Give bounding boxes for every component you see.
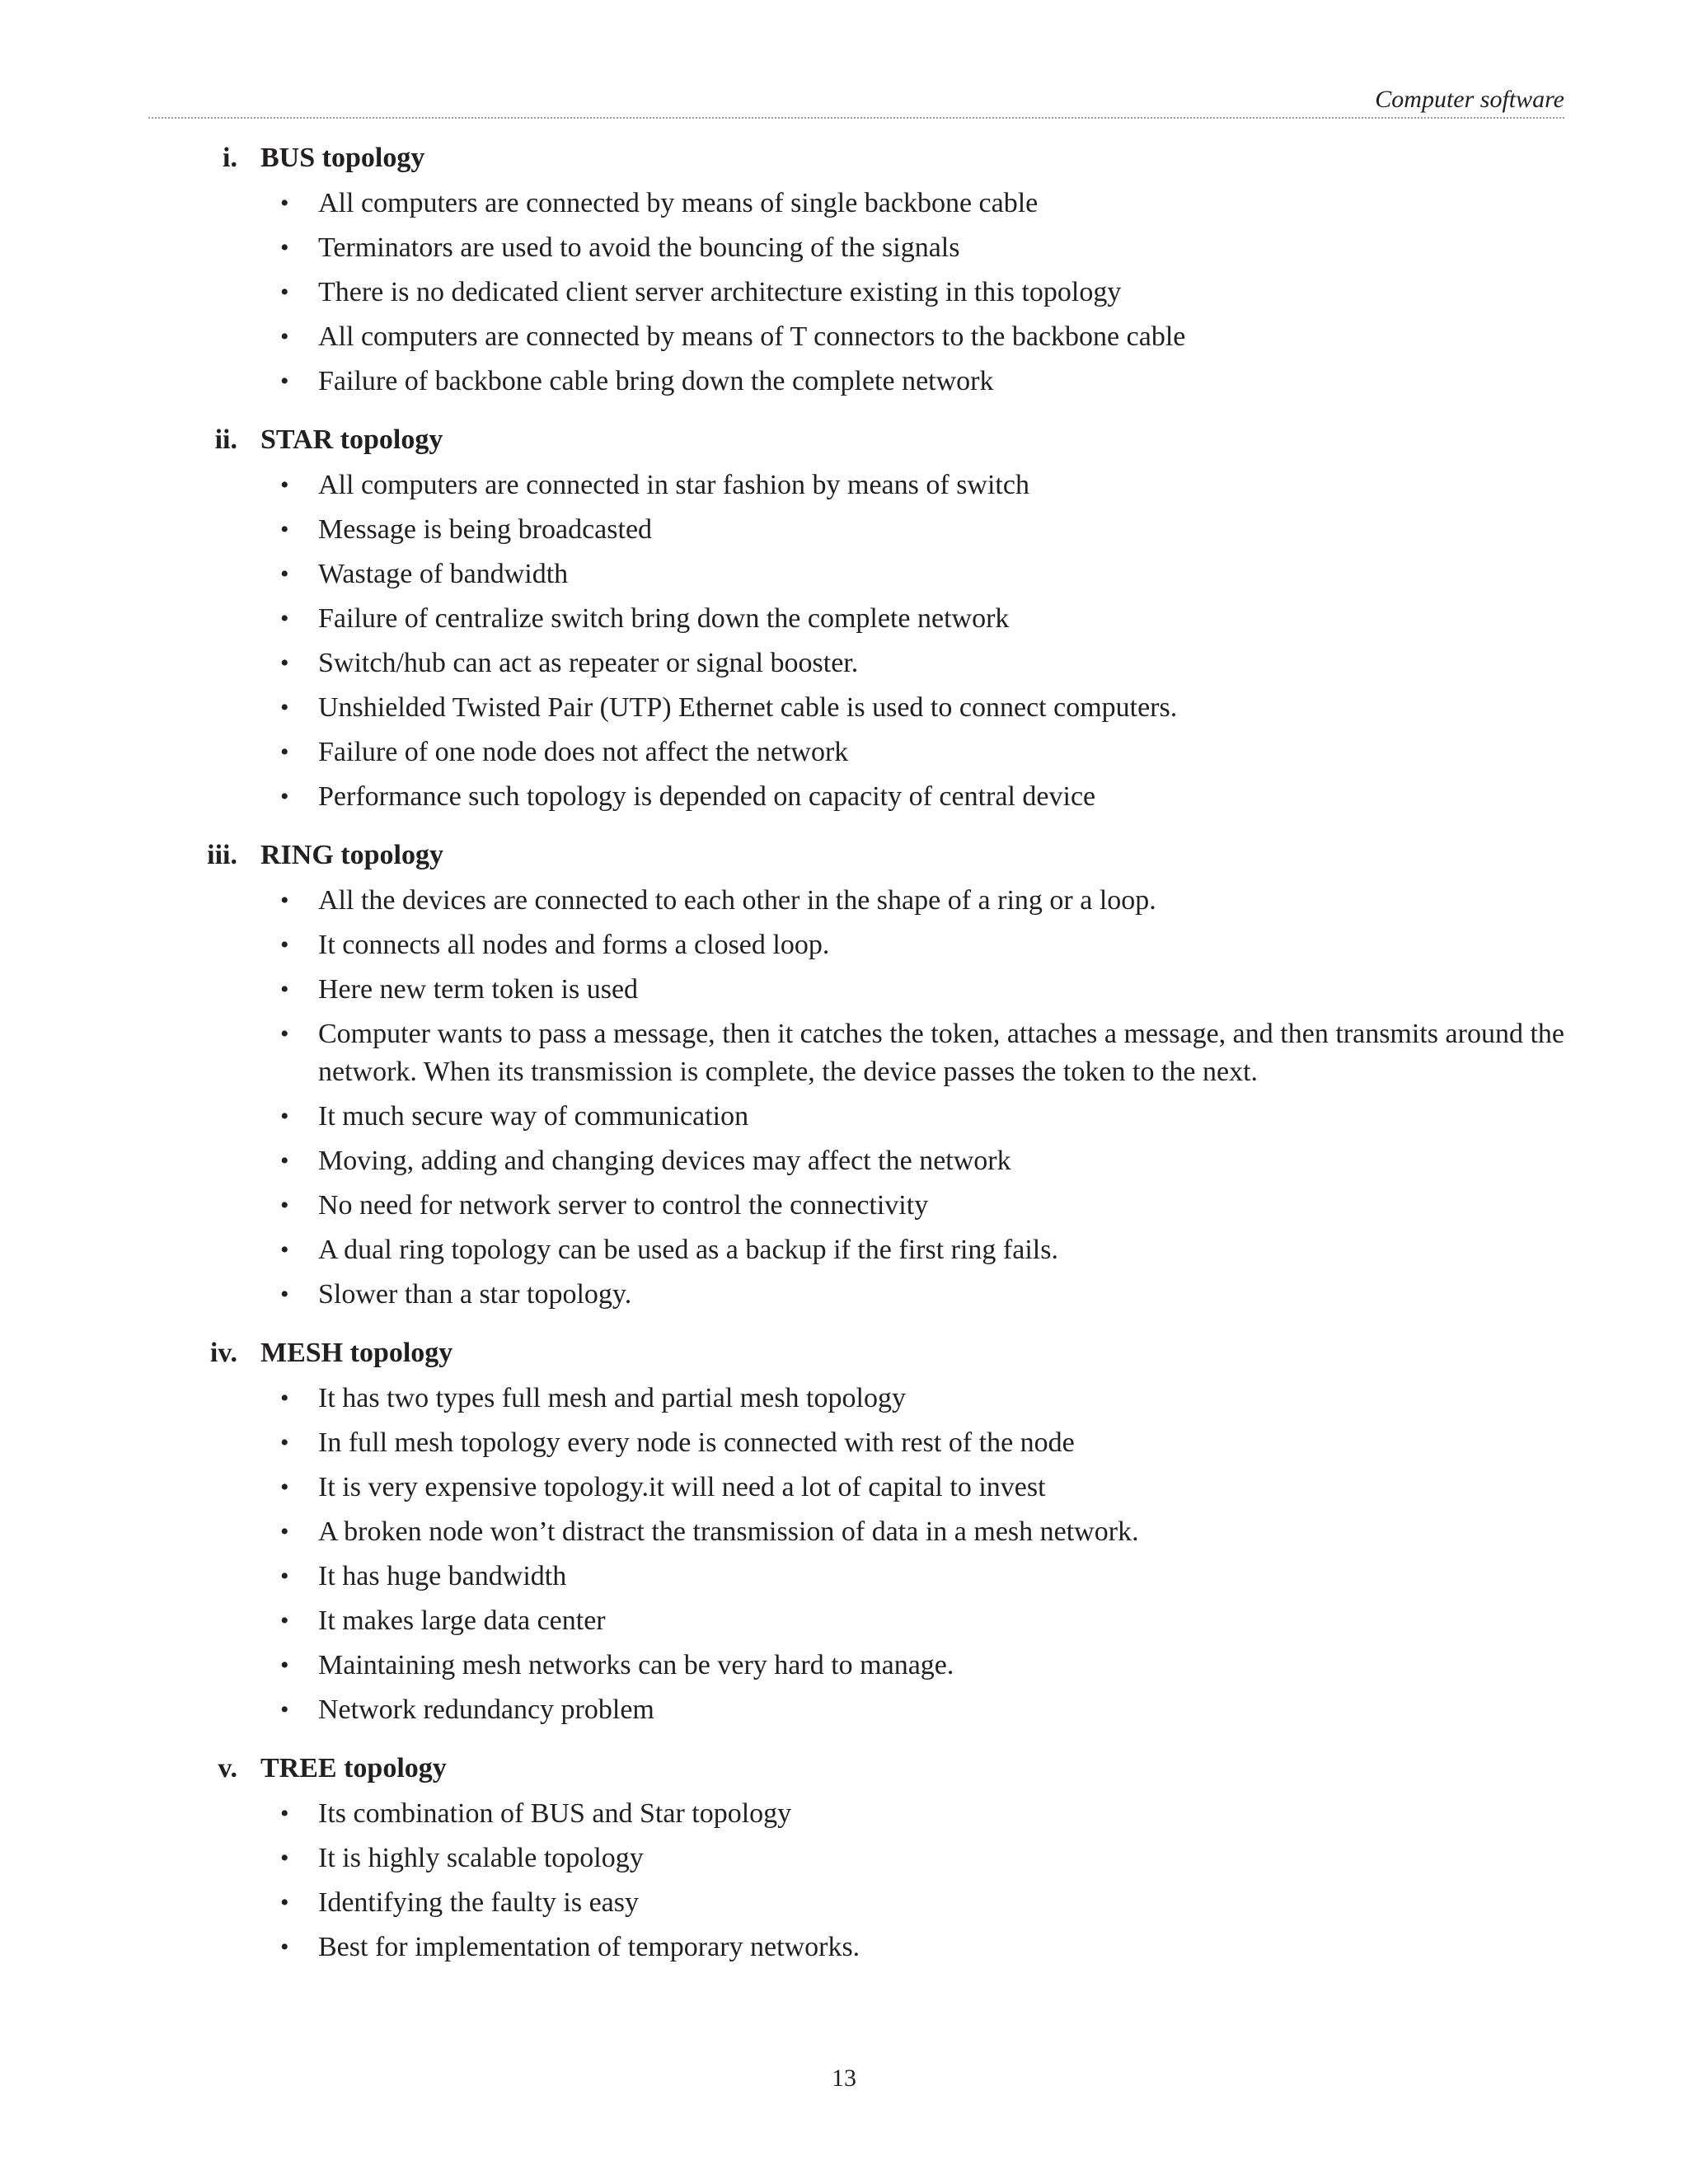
list-item bbox=[280, 1231, 1564, 1269]
list-item bbox=[280, 1884, 1564, 1922]
bullet-icon: • bbox=[280, 1281, 289, 1308]
list-item bbox=[280, 185, 1564, 223]
bullet-icon: • bbox=[280, 1518, 289, 1545]
list-item-text: Here new term token is used bbox=[318, 974, 639, 1005]
list-item-text: All computers are connected in star fashion by means of switch bbox=[318, 470, 1029, 500]
list-item-text: Its combination of BUS and Star topology bbox=[318, 1798, 792, 1829]
list-item bbox=[280, 318, 1564, 356]
list-item-text: All computers are connected by means of single backbone cable bbox=[318, 188, 1039, 218]
bullet-icon: • bbox=[280, 1474, 289, 1501]
list-item-text: Unshielded Twisted Pair (UTP) Ethernet cable is used to connect computers. bbox=[318, 692, 1178, 723]
list-item-text: Message is being broadcasted bbox=[318, 514, 653, 545]
list-item-text: It much secure way of communication bbox=[318, 1101, 749, 1132]
bullet-list bbox=[0, 882, 1688, 1314]
section-mesh-topology bbox=[0, 1335, 1688, 1729]
bullet-icon: • bbox=[280, 1800, 289, 1827]
list-item bbox=[280, 1691, 1564, 1729]
section-numeral: iv. bbox=[209, 1338, 237, 1368]
list-item bbox=[280, 1380, 1564, 1418]
list-item bbox=[280, 1098, 1564, 1136]
list-item bbox=[280, 971, 1564, 1009]
bullet-icon: • bbox=[280, 1844, 289, 1872]
list-item-text: In full mesh topology every node is connected with rest of the node bbox=[318, 1427, 1075, 1458]
list-item-text: All the devices are connected to each other in the shape of a ring or a loop. bbox=[318, 885, 1156, 916]
bullet-icon: • bbox=[280, 1652, 289, 1679]
list-item-text: Identifying the faulty is easy bbox=[318, 1887, 640, 1918]
list-item-text: It has two types full mesh and partial mesh topology bbox=[318, 1383, 906, 1413]
bullet-icon: • bbox=[280, 368, 289, 395]
page-number: 13 bbox=[832, 2064, 856, 2092]
list-item bbox=[280, 926, 1564, 964]
list-item-text: Failure of one node does not affect the network bbox=[318, 737, 849, 767]
list-item bbox=[280, 274, 1564, 312]
section-heading bbox=[0, 422, 1688, 458]
section-numeral: iii. bbox=[207, 840, 237, 870]
list-item-text: Moving, adding and changing devices may affect the network bbox=[318, 1146, 1011, 1176]
bullet-list bbox=[0, 466, 1688, 816]
bullet-list bbox=[0, 1380, 1688, 1729]
section-heading bbox=[0, 1750, 1688, 1787]
bullet-icon: • bbox=[280, 1696, 289, 1723]
list-item bbox=[280, 1015, 1564, 1091]
list-item-text: Switch/hub can act as repeater or signal booster. bbox=[318, 648, 859, 678]
bullet-icon: • bbox=[280, 516, 289, 543]
list-item bbox=[280, 466, 1564, 504]
bullet-icon: • bbox=[280, 887, 289, 914]
bullet-icon: • bbox=[280, 234, 289, 261]
bullet-icon: • bbox=[280, 1192, 289, 1219]
list-item bbox=[280, 511, 1564, 549]
list-item-text: Failure of backbone cable bring down the complete network bbox=[318, 366, 994, 396]
list-item bbox=[280, 1513, 1564, 1551]
section-title: MESH topology bbox=[260, 1338, 453, 1368]
bullet-icon: • bbox=[280, 1607, 289, 1634]
list-item bbox=[280, 1929, 1564, 1966]
list-item bbox=[280, 1469, 1564, 1507]
list-item bbox=[280, 1187, 1564, 1225]
list-item bbox=[280, 229, 1564, 267]
section-heading bbox=[0, 140, 1688, 176]
list-item bbox=[280, 363, 1564, 401]
list-item bbox=[280, 1602, 1564, 1640]
list-item bbox=[280, 882, 1564, 920]
bullet-icon: • bbox=[280, 1385, 289, 1412]
bullet-icon: • bbox=[280, 279, 289, 306]
section-title: TREE topology bbox=[260, 1753, 447, 1783]
bullet-icon: • bbox=[280, 1020, 289, 1047]
section-numeral: i. bbox=[223, 143, 237, 173]
list-item-text: It connects all nodes and forms a closed loop. bbox=[318, 930, 830, 960]
list-item bbox=[280, 1840, 1564, 1877]
section-tree-topology bbox=[0, 1750, 1688, 1966]
section-title: RING topology bbox=[260, 840, 443, 870]
bullet-icon: • bbox=[280, 1236, 289, 1263]
bullet-icon: • bbox=[280, 323, 289, 350]
section-star-topology bbox=[0, 422, 1688, 816]
bullet-icon: • bbox=[280, 694, 289, 721]
section-ring-topology bbox=[0, 837, 1688, 1314]
list-item bbox=[280, 555, 1564, 593]
section-title: BUS topology bbox=[260, 143, 425, 173]
bullet-icon: • bbox=[280, 1889, 289, 1916]
list-item-text: It makes large data center bbox=[318, 1605, 606, 1636]
bullet-icon: • bbox=[280, 560, 289, 588]
bullet-icon: • bbox=[280, 1563, 289, 1590]
bullet-icon: • bbox=[280, 190, 289, 217]
list-item bbox=[280, 600, 1564, 638]
list-item bbox=[280, 733, 1564, 771]
section-numeral: ii. bbox=[214, 424, 237, 455]
bullet-icon: • bbox=[280, 738, 289, 766]
list-item-text: It is very expensive topology.it will need a lot of capital to invest bbox=[318, 1472, 1046, 1502]
document-body bbox=[0, 140, 1688, 1988]
list-item-text: A dual ring topology can be used as a backup if the first ring fails. bbox=[318, 1235, 1058, 1265]
bullet-icon: • bbox=[280, 471, 289, 499]
list-item bbox=[280, 1276, 1564, 1314]
list-item-text: Wastage of bandwidth bbox=[318, 559, 569, 589]
list-item bbox=[280, 1795, 1564, 1833]
bullet-list bbox=[0, 185, 1688, 401]
bullet-icon: • bbox=[280, 1429, 289, 1456]
list-item-text: It is highly scalable topology bbox=[318, 1843, 644, 1873]
list-item-text: Terminators are used to avoid the bouncing of the signals bbox=[318, 232, 960, 263]
running-header: Computer software bbox=[148, 82, 1564, 119]
list-item bbox=[280, 689, 1564, 727]
bullet-list bbox=[0, 1795, 1688, 1966]
list-item bbox=[280, 778, 1564, 816]
list-item-text: A broken node won’t distract the transmission of data in a mesh network. bbox=[318, 1516, 1139, 1547]
list-item-text: Network redundancy problem bbox=[318, 1694, 654, 1725]
list-item-text: Computer wants to pass a message, then it catches the token, attaches a message, and then transmits around the network. When its transmission is complete, the device passes the token to the next. bbox=[318, 1019, 1564, 1087]
section-heading bbox=[0, 837, 1688, 874]
section-bus-topology bbox=[0, 140, 1688, 401]
section-numeral: v. bbox=[218, 1753, 237, 1783]
list-item-text: Failure of centralize switch bring down the complete network bbox=[318, 603, 1010, 634]
bullet-icon: • bbox=[280, 1147, 289, 1174]
list-item-text: Best for implementation of temporary networks. bbox=[318, 1932, 860, 1962]
list-item-text: All computers are connected by means of T connectors to the backbone cable bbox=[318, 321, 1186, 352]
bullet-icon: • bbox=[280, 1103, 289, 1130]
bullet-icon: • bbox=[280, 1933, 289, 1961]
bullet-icon: • bbox=[280, 783, 289, 810]
list-item-text: It has huge bandwidth bbox=[318, 1561, 567, 1591]
bullet-icon: • bbox=[280, 605, 289, 632]
list-item-text: Maintaining mesh networks can be very hard to manage. bbox=[318, 1650, 954, 1680]
list-item bbox=[280, 1647, 1564, 1685]
list-item bbox=[280, 644, 1564, 682]
section-heading bbox=[0, 1335, 1688, 1371]
list-item bbox=[280, 1558, 1564, 1596]
list-item bbox=[280, 1424, 1564, 1462]
section-title: STAR topology bbox=[260, 424, 443, 455]
list-item-text: There is no dedicated client server architecture existing in this topology bbox=[318, 277, 1122, 307]
bullet-icon: • bbox=[280, 931, 289, 958]
list-item-text: No need for network server to control the connectivity bbox=[318, 1190, 929, 1221]
bullet-icon: • bbox=[280, 649, 289, 677]
list-item-text: Slower than a star topology. bbox=[318, 1279, 632, 1310]
bullet-icon: • bbox=[280, 976, 289, 1003]
list-item-text: Performance such topology is depended on capacity of central device bbox=[318, 781, 1096, 812]
list-item bbox=[280, 1142, 1564, 1180]
